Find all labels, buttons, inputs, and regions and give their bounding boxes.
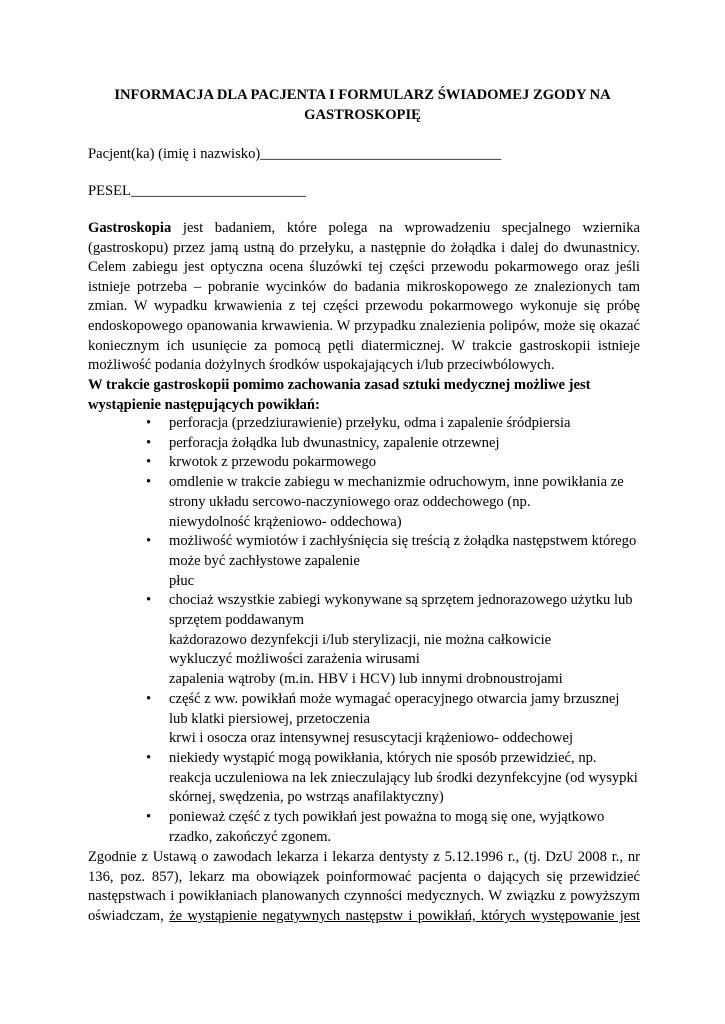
bullet-icon: •	[146, 690, 152, 707]
intro-term: Gastroskopia	[88, 220, 172, 236]
intro-paragraph	[88, 219, 640, 376]
list-item: • możliwość wymiotów i zachłyśnięcia się treścią z żołądka następstwem którego może być zachłystowe zapalenie płuc	[146, 533, 637, 589]
closing-line: Zgodnie z Ustawą o zawodach lekarza i lekarza dentysty z 5.12.1996 r., (tj. DzU 2008 r., nr	[88, 849, 640, 865]
bullet-icon: •	[146, 454, 152, 471]
list-item: • perforacja żołądka lub dwunastnicy, zapalenie otrzewnej	[0, 434, 609, 454]
list-item: • perforacja (przedziurawienie) przełyku, odma i zapalenie śródpiersia	[0, 414, 609, 434]
bullet-icon: •	[146, 749, 152, 766]
document-title: INFORMACJA DLA PACJENTA I FORMULARZ ŚWIADOMEJ ZGODY NA GASTROSKOPIĘ	[114, 87, 611, 123]
list-item: • krwotok z przewodu pokarmowego	[0, 453, 609, 473]
list-item: • niekiedy wystąpić mogą powikłania, których nie sposób przewidzieć, np. reakcja uczuleniowa na lek znieczulający lub środki dezynfekcyjne (od wysypki skórnej, swędzenia, po wstrząs anafilaktyczny)	[146, 749, 638, 806]
bullet-icon: •	[146, 434, 152, 451]
bullet-icon: •	[146, 533, 152, 550]
closing-line: 136, poz. 857), lekarz ma obowiązek poinformować pacjenta o dających się przewidzieć	[88, 868, 640, 885]
list-item: • ponieważ część z tych powikłań jest poważna to mogą się one, wyjątkowo rzadko, zakończyć zgonem.	[146, 809, 605, 845]
patient-name-field[interactable]: Pacjent(ka) (imię i nazwisko)_________________________________	[88, 146, 502, 162]
closing-last-line: oświadczam, że wystąpienie negatywnych następstw i powikłań, których występowanie jest	[88, 908, 640, 925]
complications-list	[0, 414, 638, 847]
underlined-statement: że wystąpienie negatywnych następstw i powikłań, których występowanie jest	[169, 908, 640, 925]
pesel-field[interactable]: PESEL________________________	[88, 183, 307, 199]
list-item: • omdlenie w trakcie zabiegu w mechanizmie odruchowym, inne powikłania ze strony układu sercowo-naczyniowego oraz oddechowego (np. niewydolność krążeniowo- oddechowa)	[146, 474, 624, 530]
bullet-icon: •	[146, 474, 152, 491]
bullet-icon: •	[146, 592, 152, 609]
list-item: • część z ww. powikłań może wymagać operacyjnego otwarcia jamy brzusznej lub klatki piersiowej, przetoczenia krwi i osocza oraz intensywnej resuscytacji krążeniowo- oddechowej	[146, 690, 620, 747]
list-item: • chociaż wszystkie zabiegi wykonywane są sprzętem jednorazowego użytku lub sprzętem poddawanym każdorazowo dezynfekcji i/lub sterylizacji, nie można całkowicie wykluczyć możliwości zarażenia wirusami zapalenia wątroby (m.in. HBV i HCV) lub innymi drobnoustrojami	[146, 592, 633, 688]
bullet-icon: •	[146, 809, 152, 826]
bullet-icon: •	[146, 415, 152, 431]
closing-line: następstwach i powikłaniach planowanych czynności medycznych. W związku z powyższym	[88, 888, 640, 905]
closing-paragraph	[88, 848, 640, 927]
intro-text: jest badaniem, które polega na wprowadzeniu specjalnego wziernika (gastroskopu) przez jamą ustną do przełyku, a następnie do żołądka i dalej do dwunastnicy. Celem zabiegu jest optyczna ocena śluzówki tej części przewodu pokarmowego oraz jeśli istnieje potrzeba – pobranie wycinków do badania mikroskopowego ze znalezionych tam zmian. W wypadku krwawienia z tej części przewodu pokarmowego wykonuje się próbę endoskopowego opanowania krwawienia. W przypadku znalezienia polipów, może się okazać koniecznym ich usunięcie za pomocą pętli diatermicznej. W trakcie gastroskopii istnieje możliwość podania dożylnych środków uspokajających i/lub przeciwbólowych.	[88, 220, 640, 374]
complications-heading: W trakcie gastroskopii pomimo zachowania zasad sztuki medycznej możliwe jest wystąpienie następujących powikłań:	[88, 377, 591, 413]
